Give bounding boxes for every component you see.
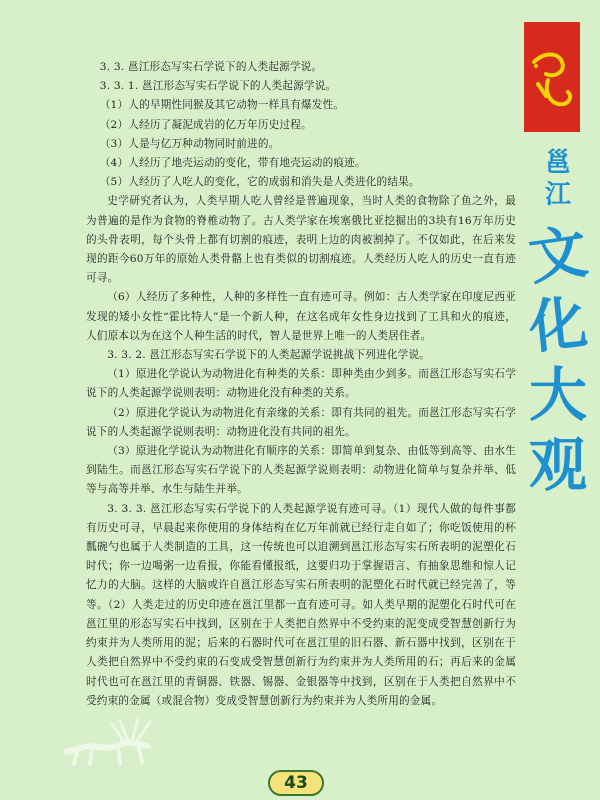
title-char: 大 [528,361,587,429]
title-char: 观 [528,431,587,499]
title-char: 江 [544,180,571,210]
paragraph: （3）原进化学说认为动物进化有顺序的关系：即简单到复杂、由低等到高等、由水生到陆生。而邕江形态写实石学说下的人类起源学说则表明：动物进化简单与复杂并举、低等与高等并举、水生与陆生并举。 [86,445,516,496]
title-char: 文 [524,217,592,293]
list-item: （3）人是与亿万种动物同时前进的。 [99,137,280,150]
title-char: 邕 [544,148,571,178]
section-heading: 3. 3. 邕江形态写实石学说下的人类起源学说。 [99,61,323,73]
list-item: （2）人经历了凝泥成岩的亿万年历史过程。 [99,118,312,131]
page-number-label: 43 [268,770,324,796]
list-item: （4）人经历了地壳运动的变化，带有地壳运动的痕迹。 [99,157,366,170]
subsection-heading: 3. 3. 1. 邕江形态写实石学说下的人类起源学说。 [99,80,337,93]
rock-art-decoration-icon [58,712,168,772]
article-body [86,58,516,711]
list-item: （1）人的早期性同猴及其它动物一样具有爆发性。 [99,99,345,112]
list-item: （5）人经历了人吃人的变化，它的成弱和消失是人类进化的结果。 [99,176,420,189]
logo-badge [524,22,580,132]
title-char: 化 [525,288,591,362]
paragraph: （2）原进化学说认为动物进化有亲缘的关系：即有共同的祖先。而邕江形态写实石学说下的人类起源学说则表明：动物进化没有共同的祖先。 [86,406,516,438]
calligraphy-logo-icon [524,22,580,132]
page-number [256,770,336,796]
subsection-heading: 3. 3. 2. 邕江形态写实石学说下的人类起源学说挑战下列进化学说。 [107,349,431,362]
paragraph: （1）原进化学说认为动物进化有种类的关系：即种类由少到多。而邕江形态写实石学说下的人类起源学说则表明：动物进化没有种类的关系。 [86,368,516,400]
vertical-title [516,148,600,499]
paragraph: 史学研究者认为，人类早期人吃人曾经是普遍现象，当时人类的食物除了鱼之外，最为普遍的是作为食物的脊椎动物了。古人类学家在埃塞俄比亚挖掘出的3块有16万年历史的头骨表明，每个头骨上都有切割的痕迹，表明上边的肉被割掉了。不仅如此，在后来发现的距今60万年的原始人类骨骼上也有类似的切割痕迹。人类经历人吃人的历史一直有迹可寻。 [86,195,516,285]
paragraph: 3. 3. 3. 邕江形态写实石学说下的人类起源学说有迹可寻。（1）现代人做的每件事都有历史可寻，早晨起来你使用的身体结构在亿万年前就已经行走自如了；你吃饭使用的杯瓢碗勺也属于人类制造的工具，这一传统也可以追溯到邕江形态写实石所表明的泥塑化石时代；你一边喝粥一边看报，你能看懂报纸，这要归功于掌握语言、有抽象思维和惊人记忆力的大脑。这样的大脑或许自邕江形态写实石所表明的泥塑化石时代就已经完善了，等等。（2）人类走过的历史印迹在邕江里都一直有迹可寻。如人类早期的泥塑化石时代可在邕江里的形态写实石中找到，区别在于人类把自然界中不受约束的泥变成受智慧创新行为约束并为人类所用的泥；后来的石器时代可在邕江里的旧石器、新石器中找到，区别在于人类把自然界中不受约束的石变成受智慧创新行为约束并为人类所用的石；再后来的金属时代也可在邕江里的青铜器、铁器、锡器、金银器等中找到，区别在于人类把自然界中不受约束的金属（或混合物）变成受智慧创新行为约束并为人类所用的金属。 [86,502,516,707]
paragraph: （6）人经历了多种性，人种的多样性一直有迹可寻。例如：古人类学家在印度尼西亚发现的矮小女性“霍比特人”是一个新人种，在这名成年女性身边找到了工具和火的痕迹，人们原本以为在这个人种生活的时代，智人是世界上唯一的人类居住者。 [86,291,516,342]
